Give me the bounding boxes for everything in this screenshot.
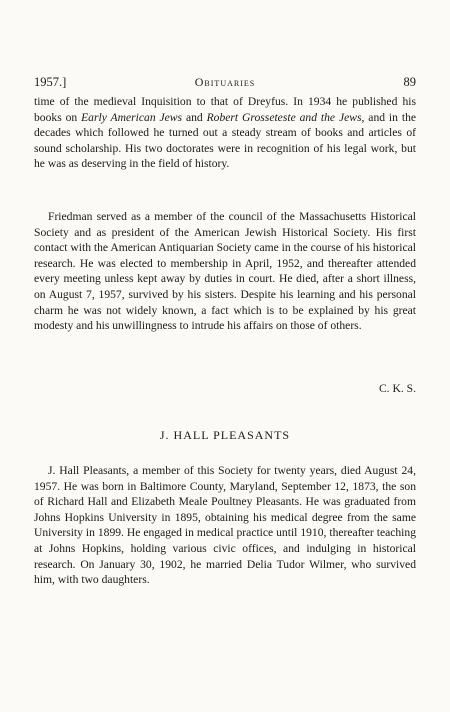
paragraph-text: Friedman served as a member of the council of the Massachusetts Historical Society and as president of the American Jewish Historical Society. His first contact with the American Antiquarian Society came in the course of his historical research. He was elected to membership in April, 1952, and thereafter attended every meeting unless kept away by duties in court. He died, after a short illness, on August 7, 1957, survived by his sisters. Despite his learning and his personal charm he was not widely known, a fact which is to be explained by his great modesty and his unwillingness to intrude his affairs on those of others.: [34, 210, 416, 333]
obituary-heading: J. HALL PLEASANTS: [159, 428, 291, 442]
book-page: [34, 0, 416, 712]
paragraph-2: [34, 209, 416, 334]
paragraph-text: J. Hall Pleasants, a member of this Society for twenty years, died August 24, 1957. He was born in Baltimore County, Maryland, September 12, 1873, the son of Richard Hall and Elizabeth Meale Poultney Pleasants. He was graduated from Johns Hopkins University in 1895, obtaining his medical degree from the same University in 1899. He engaged in medical practice until 1910, thereafter teaching at Johns Hopkins, holding various civic offices, and indulging in historical research. On January 30, 1902, he married Delia Tudor Wilmer, who survived him, with two daughters.: [34, 464, 416, 587]
running-head-year: 1957.]: [34, 75, 67, 89]
book-title-text: Robert Grosseteste and the Jews: [206, 110, 362, 124]
paragraph-pleasants: [34, 463, 416, 588]
paragraph-friedman-societies: [34, 209, 416, 334]
book-title-text: Early American Jews: [81, 110, 183, 124]
running-head-title: Obituaries: [194, 75, 256, 89]
author-initials: C. K. S.: [378, 382, 416, 395]
page-number: 89: [403, 75, 416, 89]
paragraph-text: , and in the decades which followed he turned out a steady stream of books and articles of sound scholarship. His two doctorates were in recognition of his legal work, but he was as deserving in the field of history.: [34, 110, 417, 171]
paragraph-1: [34, 94, 416, 172]
paragraph-text: time of the medieval Inquisition to that of Dreyfus. In 1934 he published his books on: [34, 95, 416, 124]
paragraph-text: and: [182, 110, 207, 124]
paragraph-continuation: [34, 94, 416, 172]
running-head: [34, 74, 416, 90]
paragraph-3: [34, 463, 416, 588]
